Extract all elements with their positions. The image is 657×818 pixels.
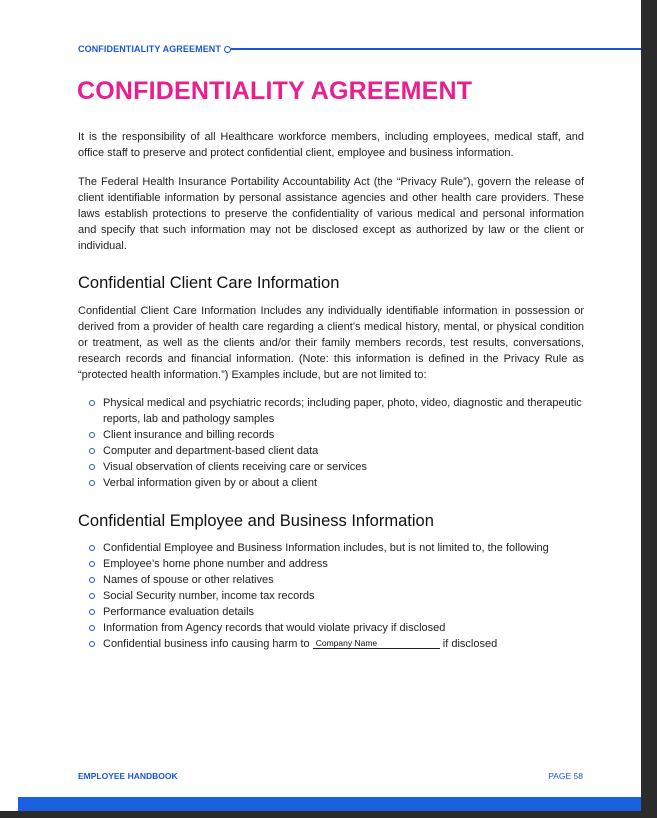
list-item-text: Computer and department-based client data [103,445,319,457]
bullet-circle-icon [89,545,95,551]
list-item-text: Information from Agency records that would violate privacy if disclosed [103,622,446,634]
client-section-body: Confidential Client Care Information Includes any individually identifiable information in possession or derived from a provider of health care regarding a client’s medical history, mental, or physical condition or treatment, as well as the clients and/or their family members records, test results, conversations, research records and financial information. (Note: this information is defined in the Privacy Rule as “protected health information.”) Examples include, but are not limited to: [78,305,584,381]
bullet-circle-icon [89,400,95,406]
bullet-circle-icon [89,609,95,615]
page-title: CONFIDENTIALITY AGREEMENT [77,77,473,105]
client-section-heading: Confidential Client Care Information [78,274,340,292]
page-content [78,129,584,652]
bullet-circle-icon [89,432,95,438]
bullet-circle-icon [89,641,95,647]
list-item-text: Employee’s home phone number and address [103,558,328,570]
list-item [103,588,584,604]
company-name-field[interactable]: Company Name [313,638,440,649]
list-item-text: Client insurance and billing records [103,429,275,441]
employee-info-list [78,540,584,652]
list-item-text: Performance evaluation details [103,606,255,618]
list-item-text: Visual observation of clients receiving care or services [103,461,367,473]
list-item [103,395,584,427]
list-item [103,427,584,443]
bullet-circle-icon [89,577,95,583]
intro-paragraph-1: It is the responsibility of all Healthcare workforce members, including employees, medical staff, and office staff to preserve and protect confidential client, employee and business information. [78,131,584,159]
bullet-circle-icon [89,464,95,470]
list-item [103,620,584,636]
list-item [103,604,584,620]
list-item [103,459,584,475]
footer-handbook-label: EMPLOYEE HANDBOOK [78,771,178,781]
list-item [103,572,584,588]
running-header-label: CONFIDENTIALITY AGREEMENT [78,44,222,54]
bullet-circle-icon [89,593,95,599]
list-item [103,556,584,572]
client-examples-list [78,395,584,491]
list-item [103,443,584,459]
bullet-circle-icon [89,448,95,454]
bullet-circle-icon [89,480,95,486]
list-item-text: Names of spouse or other relatives [103,574,274,586]
list-item-text: Physical medical and psychiatric records; including paper, photo, video, diagnostic and therapeutic reports, lab and pathology samples [103,397,582,425]
list-item [103,540,584,556]
intro-paragraph-2: The Federal Health Insurance Portability Accountability Act (the “Privacy Rule”), govern the release of client identifiable information by personal assistance agencies and other health care providers. These laws establish protections to preserve the confidentiality of various medical and personal information and specify that such information may not be disclosed except as authorized by law or the client or individual. [78,176,584,252]
list-item [103,475,584,491]
footer-page-number: PAGE 58 [548,771,583,781]
list-item-text: Social Security number, income tax records [103,590,315,602]
list-item-suffix: if disclosed [439,638,498,650]
list-item [103,636,584,652]
list-item-text: Verbal information given by or about a client [103,477,318,489]
list-item-text: Confidential Employee and Business Information includes, but is not limited to, the following [103,542,549,554]
running-header [78,43,641,55]
bullet-circle-icon [89,625,95,631]
employee-section-heading: Confidential Employee and Business Information [78,512,434,530]
bullet-circle-icon [89,561,95,567]
header-rule [231,48,641,50]
footer-bar [18,797,641,811]
header-circle-icon [224,46,231,53]
list-item-prefix: Confidential business info causing harm to [103,638,313,650]
